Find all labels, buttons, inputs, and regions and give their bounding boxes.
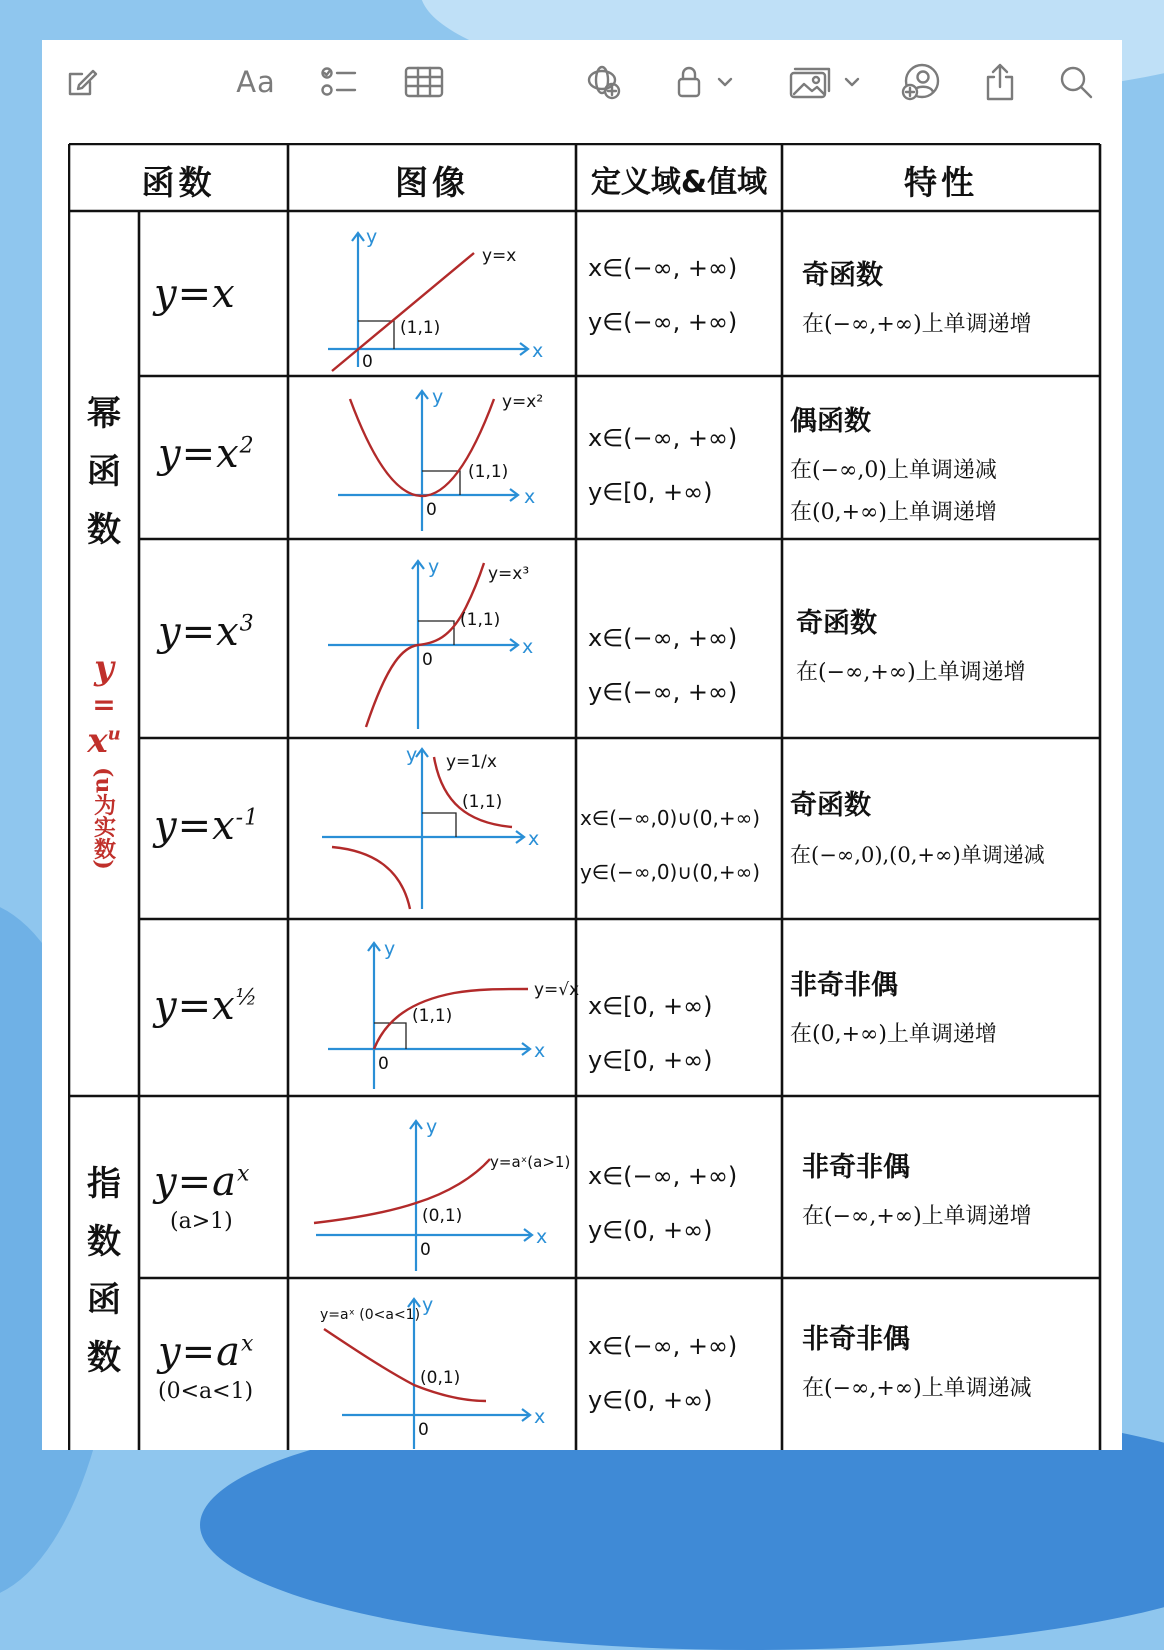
- function-cell: [154, 271, 236, 317]
- range-text: y∈(−∞, +∞): [588, 678, 738, 706]
- axis-x-label: x: [536, 1226, 548, 1248]
- function-formula: $y=a^x$: [154, 1159, 251, 1205]
- range-text: y∈(0, +∞): [588, 1216, 713, 1244]
- checklist-icon: [319, 64, 359, 100]
- group-power-char-3: 数: [87, 510, 121, 550]
- curve-label: y=aˣ(a>1): [490, 1153, 571, 1171]
- function-graph: [308, 551, 558, 735]
- axis-y-label: y: [384, 938, 396, 960]
- text-format-icon: Aa: [236, 65, 276, 99]
- search-button[interactable]: [1054, 60, 1098, 104]
- function-formula: y=x: [154, 271, 236, 317]
- monotonicity-text: 在(0,+∞)上单调递增: [790, 1022, 997, 1047]
- checklist-button[interactable]: [316, 60, 362, 104]
- function-formula: $y=x^2$: [158, 431, 255, 477]
- axis-x-label: x: [522, 636, 534, 658]
- table-icon: [403, 65, 445, 99]
- header-function: 函数: [141, 163, 216, 202]
- point-label: (1,1): [468, 462, 509, 482]
- point-label: (1,1): [460, 610, 501, 630]
- monotonicity-text: 在(−∞,0),(0,+∞)单调递减: [790, 843, 1045, 867]
- domain-range-cell: [588, 411, 737, 519]
- function-graph: [306, 1109, 576, 1278]
- property-cell: [802, 1317, 1032, 1410]
- domain-text: x∈[0, +∞): [588, 992, 713, 1020]
- property-cell: [802, 253, 1032, 346]
- parity-text: 奇函数: [790, 790, 871, 821]
- media-icon: [786, 64, 862, 100]
- domain-range-cell: [588, 611, 737, 719]
- function-formula: $y=a^x$: [158, 1329, 255, 1375]
- lock-icon: [672, 64, 734, 100]
- function-formula: $y=x^3$: [158, 609, 255, 655]
- share-person-button[interactable]: [898, 60, 944, 104]
- axis-y-label: y: [432, 386, 444, 408]
- group-power-label: [74, 385, 134, 559]
- lock-button[interactable]: [668, 60, 738, 104]
- domain-range-cell: [588, 979, 712, 1087]
- point-label: (0,1): [422, 1206, 463, 1226]
- note-power: $x^u$: [87, 721, 121, 761]
- origin-label: 0: [426, 500, 437, 520]
- header-graph: 图像: [395, 163, 469, 202]
- domain-text: x∈(−∞, +∞): [588, 424, 738, 452]
- parity-text: 奇函数: [796, 608, 877, 639]
- axis-y-label: y: [366, 226, 378, 248]
- monotonicity-text: 在(−∞,+∞)上单调递增: [796, 660, 1026, 685]
- axis-y-label: y: [426, 1116, 438, 1138]
- origin-label: 0: [422, 650, 433, 670]
- group-exp-char-3: 函: [87, 1280, 121, 1320]
- curve-label: y=1/x: [446, 752, 497, 772]
- axis-x-label: x: [532, 340, 544, 362]
- property-cell: [796, 601, 1026, 694]
- curve-label: y=x²: [502, 392, 544, 412]
- note-u-real: (u为实数): [90, 767, 117, 870]
- monotonicity-text: 在(−∞,+∞)上单调递减: [802, 1376, 1032, 1401]
- axis-x-label: x: [528, 828, 540, 850]
- origin-label: 0: [362, 352, 373, 372]
- curve-label: y=x: [482, 246, 517, 266]
- function-condition: (0<a<1): [158, 1379, 254, 1404]
- point-label: (1,1): [412, 1006, 453, 1026]
- range-text: y∈[0, +∞): [588, 478, 713, 506]
- group-power-char-1: 幂: [87, 394, 121, 434]
- domain-text: x∈(−∞, +∞): [588, 254, 738, 282]
- property-cell: [802, 1145, 1032, 1238]
- property-cell: [790, 783, 1045, 876]
- range-text: y∈[0, +∞): [588, 1046, 713, 1074]
- axis-y-label: y: [406, 744, 418, 766]
- parity-text: 非奇非偶: [802, 1152, 910, 1183]
- point-label: (1,1): [462, 792, 503, 812]
- domain-range-cell: [580, 791, 760, 899]
- header-domain-range: 定义域&值域: [590, 165, 768, 200]
- header-properties: 特性: [904, 163, 978, 202]
- function-cell: [154, 983, 258, 1029]
- axis-y-label: y: [428, 556, 440, 578]
- domain-range-cell: [588, 1149, 737, 1257]
- monotonicity-text: 在(0,+∞)上单调递增: [790, 500, 997, 525]
- axis-x-label: x: [524, 486, 536, 508]
- note-equals: =: [92, 688, 116, 721]
- function-table: [68, 143, 1102, 1450]
- compose-button[interactable]: [60, 60, 104, 104]
- function-formula: $y=x^{-1}$: [154, 803, 260, 849]
- property-cell: [790, 399, 997, 534]
- note-page: [42, 40, 1122, 1450]
- function-graph: [308, 383, 558, 537]
- function-cell: [158, 431, 255, 477]
- group-power-char-2: 函: [87, 452, 121, 492]
- share-icon: [982, 62, 1018, 102]
- range-text: y∈(0, +∞): [588, 1386, 713, 1414]
- monotonicity-text: 在(−∞,+∞)上单调递增: [802, 1204, 1032, 1229]
- media-button[interactable]: [784, 60, 864, 104]
- curve-label: y=aˣ (0<a<1): [320, 1307, 421, 1323]
- axis-x-label: x: [534, 1040, 546, 1062]
- search-icon: [1057, 63, 1095, 101]
- range-text: y∈(−∞, +∞): [588, 308, 738, 336]
- origin-label: 0: [420, 1240, 431, 1260]
- monotonicity-text: 在(−∞,+∞)上单调递增: [802, 312, 1032, 337]
- point-label: (0,1): [420, 1368, 461, 1388]
- compose-icon: [65, 65, 99, 99]
- domain-text: x∈(−∞, +∞): [588, 624, 738, 652]
- domain-text: x∈(−∞, +∞): [588, 1162, 738, 1190]
- origin-label: 0: [378, 1054, 389, 1074]
- function-graph: [308, 221, 558, 375]
- collaborate-icon: [582, 63, 624, 101]
- function-graph: [304, 1285, 574, 1450]
- parity-text: 偶函数: [790, 406, 871, 437]
- group-exp-char-4: 数: [87, 1338, 121, 1378]
- function-cell: [154, 1159, 250, 1234]
- curve-label: y=x³: [488, 564, 530, 584]
- axis-x-label: x: [534, 1406, 546, 1428]
- collaborate-button[interactable]: [580, 60, 626, 104]
- origin-label: 0: [418, 1420, 429, 1440]
- group-exponential-label: [74, 1155, 134, 1387]
- function-formula: $y=x^{\frac{1}{2}}$: [154, 983, 258, 1029]
- domain-text: x∈(−∞, +∞): [588, 1332, 738, 1360]
- function-cell: [158, 609, 255, 655]
- table-button[interactable]: [400, 60, 448, 104]
- function-condition: (a>1): [170, 1209, 233, 1234]
- text-format-button[interactable]: [230, 60, 282, 104]
- note-y: y: [94, 648, 114, 688]
- point-label: (1,1): [400, 318, 441, 338]
- group-exp-char-2: 数: [87, 1222, 121, 1262]
- function-cell: [158, 1329, 254, 1404]
- share-person-icon: [900, 62, 942, 102]
- group-power-note: [74, 648, 134, 870]
- domain-range-cell: [588, 241, 737, 349]
- domain-text: x∈(−∞,0)∪(0,+∞): [580, 806, 761, 830]
- parity-text: 非奇非偶: [802, 1324, 910, 1355]
- domain-range-cell: [588, 1319, 737, 1427]
- range-text: y∈(−∞,0)∪(0,+∞): [580, 860, 761, 884]
- share-button[interactable]: [978, 60, 1022, 104]
- axis-y-label: y: [422, 1294, 434, 1316]
- group-exp-char-1: 指: [87, 1164, 121, 1204]
- function-graph: [308, 743, 558, 917]
- curve-label: y=√x: [534, 980, 580, 1000]
- property-cell: [790, 963, 997, 1056]
- function-cell: [154, 803, 259, 849]
- function-graph: [308, 933, 578, 1097]
- parity-text: 非奇非偶: [790, 970, 898, 1001]
- monotonicity-text: 在(−∞,0)上单调递减: [790, 458, 997, 483]
- toolbar: [42, 40, 1122, 124]
- parity-text: 奇函数: [802, 260, 883, 291]
